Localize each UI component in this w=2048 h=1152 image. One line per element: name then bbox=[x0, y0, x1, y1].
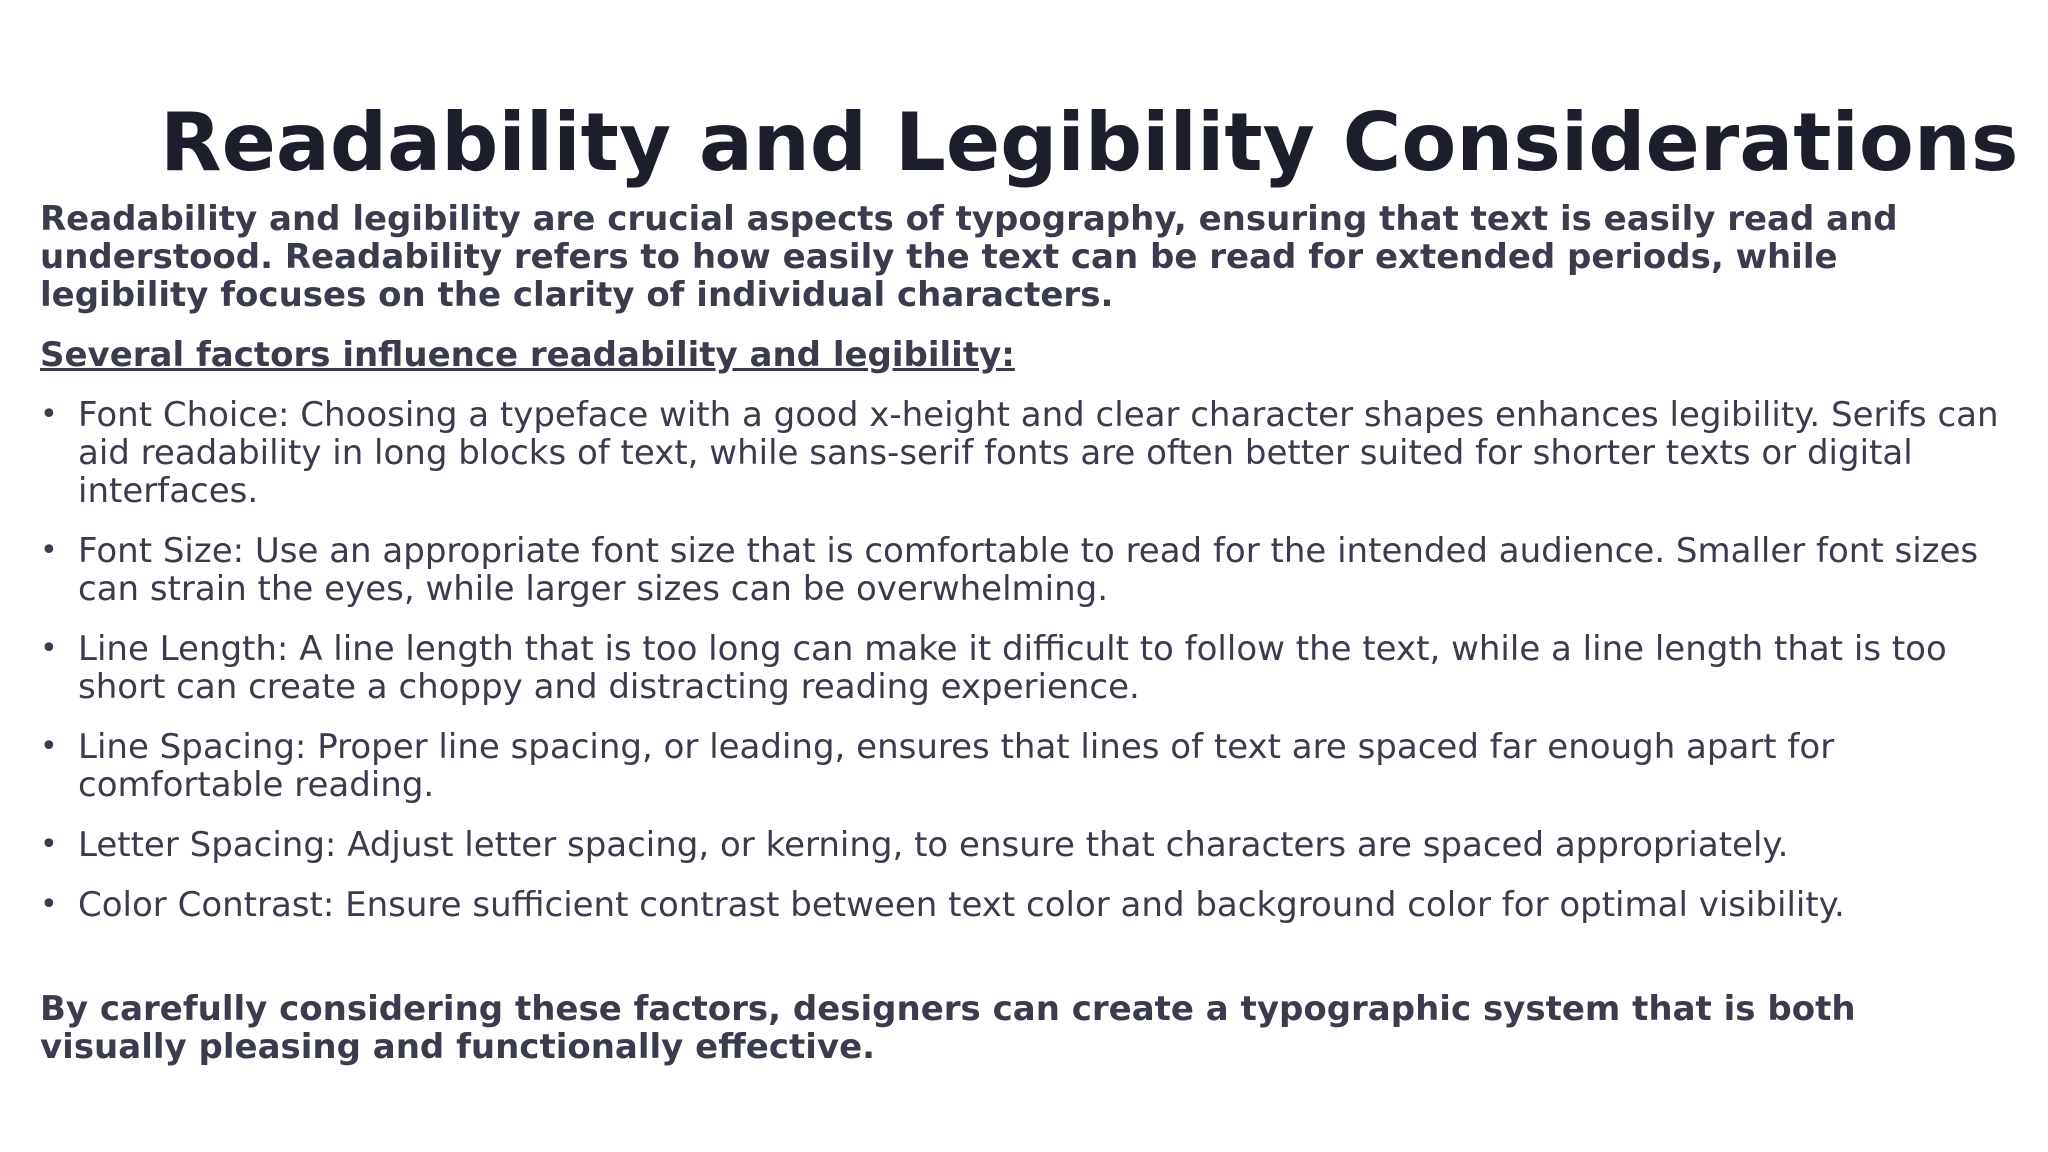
factor-text: Font Size: Use an appropriate font size that is comfortable to read for the intended audience. Smaller font sizes can strain the eyes, while larger sizes can be overwhelming. bbox=[78, 531, 1979, 609]
conclusion-paragraph: By carefully considering these factors, designers can create a typographic system that is both visually pleasing and functionally effective. bbox=[40, 989, 1856, 1067]
bullet-icon: • bbox=[40, 729, 58, 764]
factor-text: Line Length: A line length that is too long can make it difficult to follow the text, while a line length that is too short can create a choppy and distracting reading experience. bbox=[78, 629, 1947, 707]
factor-font-choice bbox=[40, 396, 2010, 510]
factor-font-size bbox=[40, 532, 2010, 608]
intro-paragraph: Readability and legibility are crucial aspects of typography, ensuring that text is easily read and understood. Readability refers to how easily the text can be read for extended periods, while legibility focuses on the clarity of individual characters. bbox=[40, 199, 1898, 315]
bullet-icon: • bbox=[40, 533, 58, 568]
factors-subheading: Several factors influence readability and legibility: bbox=[40, 335, 1015, 375]
factor-text: Line Spacing: Proper line spacing, or leading, ensures that lines of text are spaced far enough apart for comfortable reading. bbox=[78, 727, 1835, 805]
bullet-icon: • bbox=[40, 397, 58, 432]
factor-letter-spacing bbox=[40, 826, 2010, 864]
factor-text: Font Choice: Choosing a typeface with a good x-height and clear character shapes enhances legibility. Serifs can aid readability in long blocks of text, while sans-serif fonts are often better suited for shorter texts or digital interfaces. bbox=[78, 395, 1999, 511]
slide-content bbox=[40, 200, 2010, 1066]
factor-color-contrast bbox=[40, 886, 2010, 924]
factor-text: Color Contrast: Ensure sufficient contrast between text color and background color for optimal visibility. bbox=[78, 885, 1845, 925]
factor-line-length bbox=[40, 630, 2010, 706]
bullet-icon: • bbox=[40, 887, 58, 922]
bullet-icon: • bbox=[40, 631, 58, 666]
slide-title: Readability and Legibility Considerations bbox=[160, 96, 2019, 189]
factor-line-spacing bbox=[40, 728, 2010, 804]
bullet-icon: • bbox=[40, 827, 58, 862]
factors-list bbox=[40, 396, 2010, 924]
factor-text: Letter Spacing: Adjust letter spacing, or kerning, to ensure that characters are spaced appropriately. bbox=[78, 825, 1789, 865]
